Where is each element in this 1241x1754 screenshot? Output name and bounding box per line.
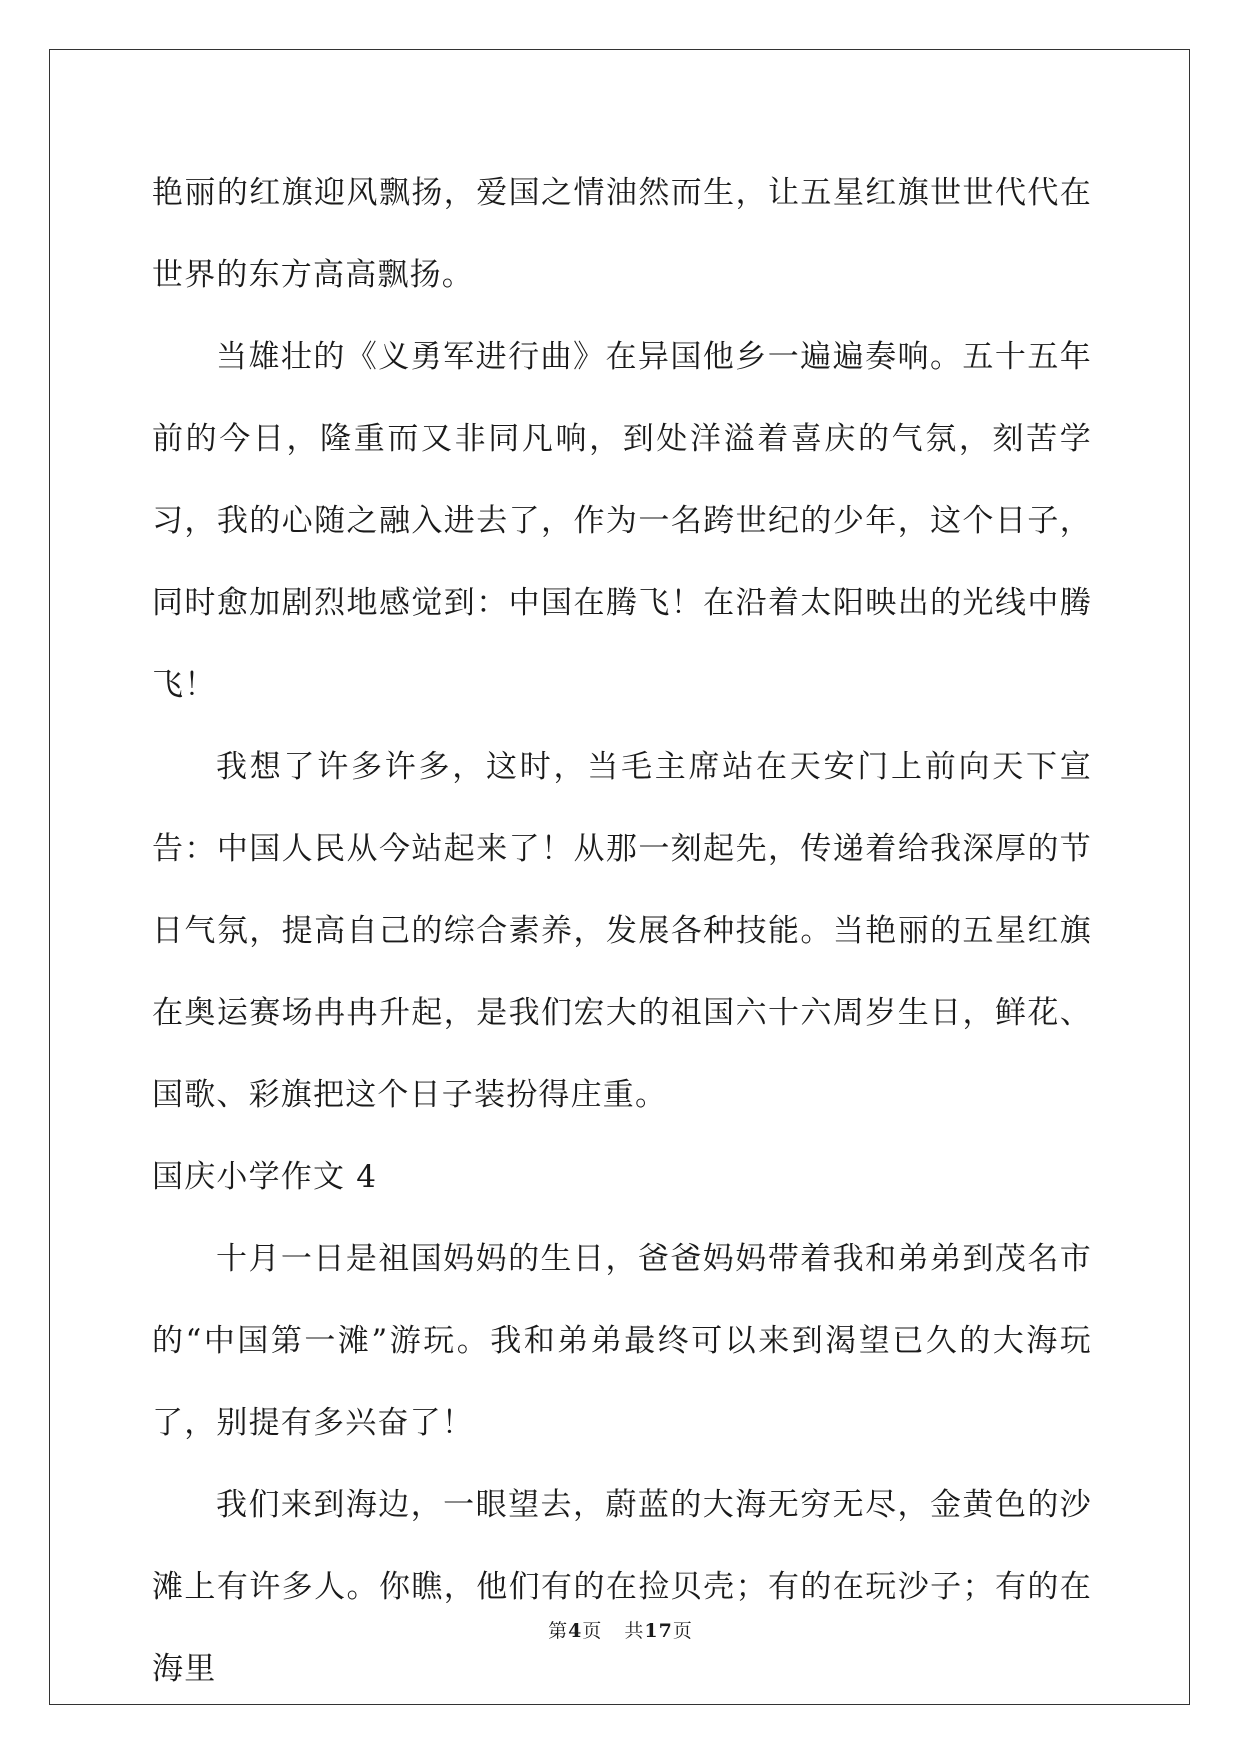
footer-total-pages: 17 — [644, 1620, 673, 1642]
paragraph-4: 十月一日是祖国妈妈的生日，爸爸妈妈带着我和弟弟到茂名市的“中国第一滩”游玩。我和弟弟最终可以来到渴望已久的大海玩了，别提有多兴奋了！ — [152, 1241, 1092, 1441]
footer-prefix: 第 — [548, 1620, 569, 1642]
paragraph-2: 当雄壮的《义勇军进行曲》在异国他乡一遍遍奏响。五十五年前的今日，隆重而又非同凡响，到处洋溢着喜庆的气氛，刻苦学习，我的心随之融入进去了，作为一名跨世纪的少年，这个日子，同时愈加剧烈地感觉到：中国在腾飞！在沿着太阳映出的光线中腾飞！ — [152, 339, 1092, 703]
paragraph-1: 艳丽的红旗迎风飘扬，爱国之情油然而生，让五星红旗世世代代在世界的东方高高飘扬。 — [152, 175, 1092, 293]
footer-total-unit: 页 — [672, 1620, 693, 1642]
footer-page-number: 4 — [568, 1620, 583, 1642]
section-heading: 国庆小学作文 4 — [152, 1159, 378, 1195]
paragraph-5: 我们来到海边，一眼望去，蔚蓝的大海无穷无尽，金黄色的沙滩上有许多人。你瞧，他们有的在捡贝壳；有的在玩沙子；有的在海里 — [152, 1487, 1092, 1687]
page-footer — [0, 1616, 1241, 1643]
document-body — [152, 152, 1092, 1710]
footer-total-prefix: 共 — [624, 1620, 645, 1642]
footer-page-unit: 页 — [582, 1620, 603, 1642]
paragraph-3: 我想了许多许多，这时，当毛主席站在天安门上前向天下宣告：中国人民从今站起来了！从那一刻起先，传递着给我深厚的节日气氛，提高自己的综合素养，发展各种技能。当艳丽的五星红旗在奥运赛场冉冉升起，是我们宏大的祖国六十六周岁生日，鲜花、国歌、彩旗把这个日子装扮得庄重。 — [152, 749, 1092, 1113]
